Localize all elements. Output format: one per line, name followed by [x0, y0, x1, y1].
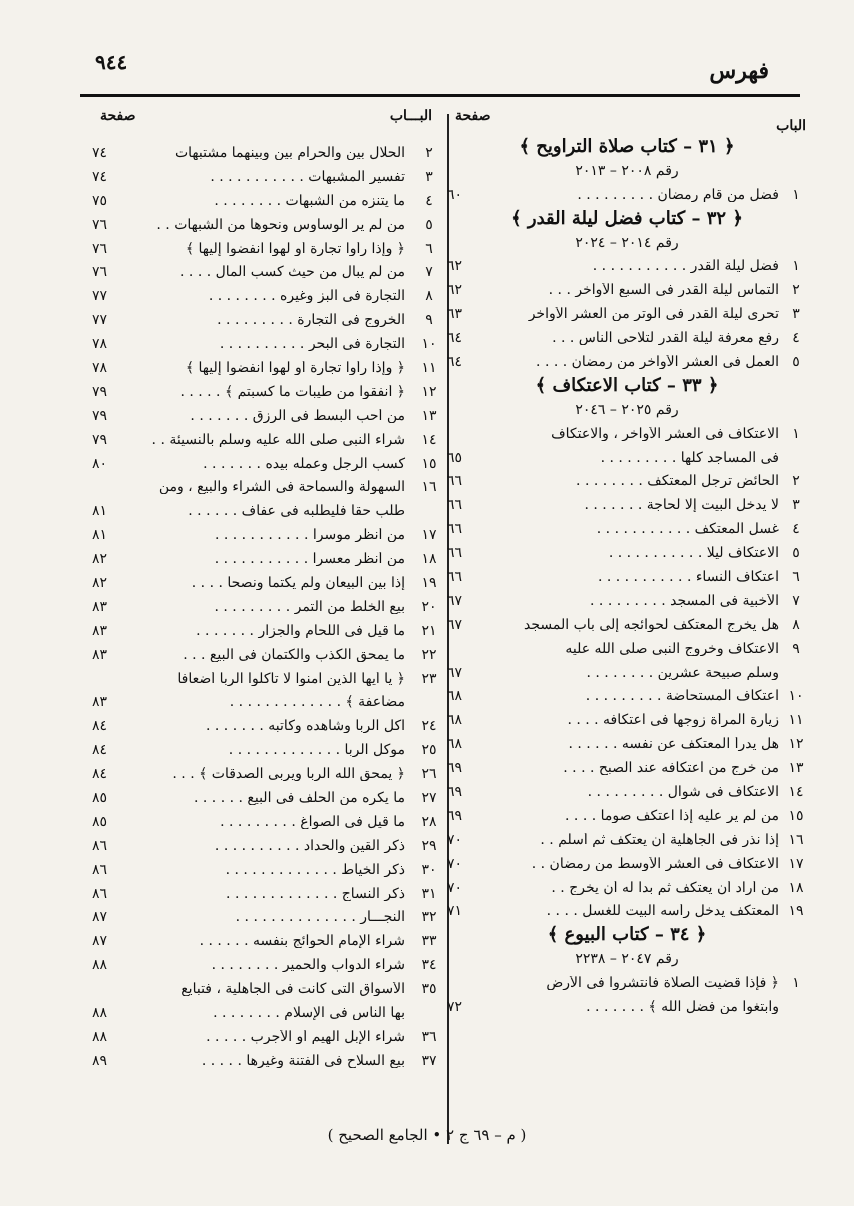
page-ref: ٨٨	[92, 1005, 108, 1021]
header-rule	[80, 94, 800, 97]
bab-number: ٢٥	[421, 742, 437, 759]
page-ref: ٦٢	[447, 258, 463, 275]
index-row	[447, 852, 807, 876]
bab-number: ٤	[425, 192, 433, 209]
page-ref: ٧٩	[92, 383, 108, 400]
index-row	[92, 547, 447, 571]
bab-number: ٩	[425, 312, 433, 329]
page-ref: ٦٣	[447, 306, 463, 323]
index-row	[447, 876, 807, 900]
index-row	[447, 995, 807, 1019]
bab-number: ١٢	[788, 736, 804, 753]
page-ref: ٦٨	[447, 736, 463, 753]
bab-title: الاعتكاف وخروج النبى صلى الله عليه	[565, 641, 779, 656]
bab-title: بها الناس فى الإسلام . . . . . . . .	[213, 1006, 405, 1020]
index-row	[92, 428, 447, 452]
bab-title: ﴿ وإذا رأوا تجارة أو لهواً انفضوا إليها ﴾	[185, 241, 405, 256]
bab-title: الحلال بين والحرام بين وبينهما مشتبهات	[174, 145, 405, 160]
bab-title: ذكر النساج . . . . . . . . . . . . .	[226, 886, 405, 901]
index-row	[92, 1001, 447, 1025]
index-row	[92, 643, 447, 667]
bab-title: من أراد أن يعتكف ثم بدا له أن يخرج . .	[551, 880, 779, 895]
page-ref: ٧١	[447, 903, 463, 920]
bab-title: العمل فى العشر الأواخر من رمضان . . . .	[536, 354, 779, 369]
bab-number: ٥	[425, 216, 433, 233]
bab-number: ٣٥	[421, 981, 437, 998]
index-row	[92, 452, 447, 476]
bab-number: ٧	[792, 592, 800, 609]
bab-number: ٣٠	[421, 861, 437, 878]
index-row	[447, 708, 807, 732]
page-ref: ٨٥	[92, 789, 108, 806]
bab-number: ٣	[425, 168, 433, 185]
index-row	[447, 732, 807, 756]
hadith-range-text: رقم ٢٠٠٨ – ٢٠١٣	[575, 162, 679, 179]
page-ref: ٨٠	[92, 455, 108, 472]
bab-title: الأخبية فى المسجد . . . . . . . . .	[590, 593, 779, 608]
left-page-header: صفحة	[100, 108, 136, 124]
bab-number: ٣٤	[421, 957, 437, 974]
page-ref: ٧٢	[447, 999, 463, 1015]
bab-title: بيع الخلط من التمر . . . . . . . . .	[214, 599, 405, 614]
bab-number: ١١	[788, 712, 804, 729]
bab-title: هل يخرج المعتكف لحوائجه إلى باب المسجد	[524, 617, 779, 632]
bab-title: النجـــار . . . . . . . . . . . . . .	[235, 910, 405, 925]
bab-number: ٣٢	[421, 909, 437, 926]
bab-title: الحائض ترجل المعتكف . . . . . . . .	[576, 474, 779, 489]
page-ref: ٧٠	[447, 879, 463, 896]
index-row	[447, 493, 807, 517]
index-row	[447, 637, 807, 661]
bab-number: ١	[792, 425, 800, 442]
bab-title: موكل الربا . . . . . . . . . . . . .	[228, 743, 405, 758]
bab-number: ١١	[421, 359, 437, 376]
page-ref: ٨٦	[92, 885, 108, 902]
index-row	[92, 906, 447, 930]
index-row	[92, 475, 447, 499]
page-ref: ٧٠	[447, 855, 463, 872]
bab-title: ما يتنزه من الشبهات . . . . . . . .	[214, 193, 405, 208]
page-ref: ٦٦	[447, 473, 463, 490]
bab-number: ١	[792, 186, 800, 203]
bab-number: ٨	[425, 288, 433, 305]
hadith-range-text: رقم ٢٠١٤ – ٢٠٢٤	[575, 234, 679, 251]
index-row	[447, 589, 807, 613]
index-row	[447, 469, 807, 493]
index-row	[92, 404, 447, 428]
bab-number: ١٩	[421, 574, 437, 591]
index-row	[92, 619, 447, 643]
bab-title: كسب الرجل وعمله بيده . . . . . . .	[203, 456, 405, 471]
page-number: ٩٤٤	[95, 50, 128, 74]
index-row	[92, 356, 447, 380]
page-title: فهرس	[709, 58, 769, 84]
bab-number: ٥	[792, 353, 800, 370]
bab-number: ٢٦	[421, 766, 437, 783]
bab-number: ١٥	[788, 807, 804, 824]
bab-number: ٣٧	[421, 1052, 437, 1069]
bab-number: ٢١	[421, 622, 437, 639]
bab-title: شراء الدواب والحمير . . . . . . . .	[211, 958, 405, 973]
page-ref: ٨٦	[92, 837, 108, 854]
bab-title: ﴿ يا أيها الذين آمنوا لا تأكلوا الربا أضعافاً	[177, 671, 405, 686]
bab-number: ٢	[425, 144, 433, 161]
page-ref: ٨٤	[92, 718, 108, 735]
right-index-column	[447, 135, 807, 1019]
page-ref: ٦٦	[447, 521, 463, 538]
kitab-title: ﴿ ٣٣ – كتاب الاعتكاف ﴾	[535, 374, 719, 396]
kitab-title: ﴿ ٣١ – كتاب صلاة التراويح ﴾	[519, 135, 735, 157]
page-ref: ٨١	[92, 503, 108, 520]
index-row	[92, 1025, 447, 1049]
index-row	[447, 804, 807, 828]
page-ref: ٨٤	[92, 742, 108, 759]
kitab-title: ﴿ ٣٢ – كتاب فضل ليلة القدر ﴾	[511, 207, 743, 229]
index-row	[447, 278, 807, 302]
bab-title: الاعتكاف فى شوال . . . . . . . . .	[587, 784, 779, 799]
bab-number: ١٦	[788, 831, 804, 848]
page-ref: ٦٧	[447, 616, 463, 633]
page-ref: ٦٢	[447, 282, 463, 299]
bab-title: ﴿ وإذا رأوا تجارة أو لهواً انفضوا إليها ﴾	[185, 360, 405, 375]
index-row	[447, 254, 807, 278]
index-row	[92, 260, 447, 284]
bab-number: ٨	[792, 616, 800, 633]
bab-title: طلب حقاً فليطلبه فى عفاف . . . . . .	[188, 504, 405, 519]
bab-title: شراء الإبل الهيم أو الأجرب . . . . .	[206, 1029, 405, 1044]
bab-title: ما يكره من الحلف فى البيع . . . . . .	[194, 790, 405, 805]
page-ref: ٨٣	[92, 622, 108, 639]
page-footer: ( م – ٦٩ ج ٢ • الجامع الصحيح )	[327, 1126, 527, 1144]
index-row	[92, 667, 447, 691]
bab-title: الاعتكاف ليلا . . . . . . . . . . .	[608, 546, 779, 561]
page-ref: ٧٨	[92, 336, 108, 353]
bab-number: ١	[792, 258, 800, 275]
bab-title: آكل الربا وشاهده وكاتبه . . . . . . .	[206, 719, 405, 734]
bab-title: فى المساجد كلها . . . . . . . . .	[600, 450, 779, 465]
page-ref: ٧٤	[92, 144, 108, 161]
index-row	[447, 541, 807, 565]
page-ref: ٧٦	[92, 264, 108, 281]
index-row	[92, 165, 447, 189]
bab-number: ٩	[792, 640, 800, 657]
bab-number: ٢٤	[421, 718, 437, 735]
index-row	[92, 834, 447, 858]
page-ref: ٨٣	[92, 694, 108, 711]
page-ref: ٧٧	[92, 312, 108, 329]
bab-title: تفسير المشبهات . . . . . . . . . . .	[210, 169, 405, 184]
index-row	[92, 858, 447, 882]
bab-title: لا يدخل البيت إلا لحاجة . . . . . . .	[584, 498, 779, 513]
index-row	[92, 571, 447, 595]
index-row	[92, 523, 447, 547]
bab-title: الاعتكاف فى العشر الأوسط من رمضان . .	[531, 856, 779, 871]
index-row	[92, 237, 447, 261]
bab-number: ١	[792, 975, 800, 992]
bab-number: ٢	[792, 473, 800, 490]
bab-title: تحرى ليلة القدر فى الوتر من العشر الأواخر	[528, 307, 779, 322]
page-ref: ٧٧	[92, 288, 108, 305]
index-row	[447, 684, 807, 708]
bab-number: ٣١	[421, 885, 437, 902]
bab-title: من لم ير عليه إذا اعتكف صوماً . . . .	[565, 808, 779, 823]
bab-title: من أنظر موسراً . . . . . . . . . . .	[214, 528, 405, 543]
index-row	[447, 517, 807, 541]
bab-title: من خرج من اعتكافه عند الصبح . . . .	[563, 761, 779, 776]
page-ref: ٦٧	[447, 592, 463, 609]
right-bab-header: الباب	[776, 118, 806, 134]
bab-title: فضل من قام رمضان . . . . . . . . .	[577, 187, 779, 202]
index-row	[447, 422, 807, 446]
bab-title: من لم ير الوساوس ونحوها من الشبهات . .	[156, 217, 405, 232]
page-ref: ٧٨	[92, 359, 108, 376]
bab-title: ذكر القين والحداد . . . . . . . . . .	[214, 838, 405, 853]
index-row	[92, 332, 447, 356]
bab-number: ١٥	[421, 455, 437, 472]
bab-number: ١٧	[788, 855, 804, 872]
index-row	[447, 828, 807, 852]
page-ref: ٨٣	[92, 646, 108, 663]
bab-title: من أنظر معسراً . . . . . . . . . . .	[214, 552, 405, 567]
index-row	[92, 189, 447, 213]
bab-title: شراء الإمام الحوائج بنفسه . . . . . .	[199, 934, 405, 949]
bab-title: مضاعفة ﴾ . . . . . . . . . . . . .	[229, 695, 405, 710]
bab-title: وابتغوا من فضل الله ﴾ . . . . . . .	[586, 1000, 779, 1014]
hadith-range	[447, 947, 807, 971]
index-row	[92, 762, 447, 786]
index-row	[447, 565, 807, 589]
page-ref: ٨٢	[92, 574, 108, 591]
bab-title: ﴿ يمحق الله الربا ويربى الصدقات ﴾ . . .	[172, 767, 405, 782]
bab-title: من لم يبال من حيث كسب المال . . . .	[180, 265, 405, 280]
bab-number: ٣	[792, 306, 800, 323]
page-ref: ٨٨	[92, 1028, 108, 1045]
hadith-range	[447, 159, 807, 183]
index-row	[447, 661, 807, 685]
page-ref: ٨٦	[92, 861, 108, 878]
bab-title: المعتكف يدخل رأسه البيت للغسل . . . .	[546, 904, 779, 919]
bab-title: إذا نذر فى الجاهلية أن يعتكف ثم أسلم . .	[540, 832, 779, 847]
index-row	[92, 929, 447, 953]
bab-title: الأسواق التى كانت فى الجاهلية ، فتبايع	[181, 982, 405, 997]
page-ref: ٨٧	[92, 933, 108, 950]
page-ref: ٦٦	[447, 568, 463, 585]
index-row	[92, 690, 447, 714]
left-bab-header: البـــاب	[389, 108, 432, 124]
bab-number: ١٠	[788, 688, 804, 705]
right-page-header: صفحة	[455, 108, 491, 124]
bab-number: ١٨	[421, 551, 437, 568]
bab-number: ٣٣	[421, 933, 437, 950]
index-row	[92, 738, 447, 762]
kitab-heading	[447, 923, 807, 947]
bab-title: فضل ليلة القدر . . . . . . . . . . .	[592, 259, 779, 274]
page-ref: ٨٥	[92, 813, 108, 830]
page-ref: ٦٦	[447, 497, 463, 514]
index-row	[92, 977, 447, 1001]
bab-title: اعتكاف النساء . . . . . . . . . . .	[597, 569, 779, 584]
hadith-range-text: رقم ٢٠٢٥ – ٢٠٤٦	[575, 401, 679, 418]
index-row	[447, 900, 807, 924]
bab-title: رفع معرفة ليلة القدر لتلاحى الناس . . .	[552, 331, 779, 346]
bab-number: ١٤	[788, 783, 804, 800]
page-ref: ٦٩	[447, 807, 463, 824]
page-ref: ٧٩	[92, 431, 108, 448]
bab-number: ٢٧	[421, 789, 437, 806]
index-row	[92, 1049, 447, 1073]
bab-title: شراء النبى صلى الله عليه وسلم بالنسيئة . .	[151, 432, 405, 447]
page-ref: ٧٠	[447, 831, 463, 848]
index-row	[92, 810, 447, 834]
page-ref: ٦٠	[447, 186, 463, 203]
page-ref: ٦٩	[447, 760, 463, 777]
page-ref: ٦٩	[447, 783, 463, 800]
page-ref: ٦٤	[447, 353, 463, 370]
bab-title: من أحب البسط فى الرزق . . . . . . .	[190, 408, 405, 423]
page-ref: ٨٢	[92, 551, 108, 568]
page-ref: ٦٦	[447, 545, 463, 562]
index-row	[92, 953, 447, 977]
bab-title: هل يدرأ المعتكف عن نفسه . . . . . .	[568, 737, 779, 752]
bab-title: ﴿ أنفقوا من طيبات ما كسبتم ﴾ . . . . .	[180, 384, 405, 399]
bab-number: ١٤	[421, 431, 437, 448]
hadith-range	[447, 398, 807, 422]
bab-title: السهولة والسماحة فى الشراء والبيع ، ومن	[158, 480, 405, 495]
index-row	[447, 446, 807, 470]
page-ref: ٨٧	[92, 909, 108, 926]
page-ref: ٨٤	[92, 766, 108, 783]
index-row	[92, 714, 447, 738]
bab-title: الاعتكاف فى العشر الأواخر ، والاعتكاف	[551, 426, 779, 441]
bab-title: ما يمحق الكذب والكتمان فى البيع . . .	[183, 647, 405, 662]
bab-number: ١٨	[788, 879, 804, 896]
bab-number: ٢٨	[421, 813, 437, 830]
bab-title: ذكر الخياط . . . . . . . . . . . . .	[225, 862, 405, 877]
bab-number: ٢	[792, 282, 800, 299]
bab-title: التجارة فى البز وغيره . . . . . . . .	[208, 289, 405, 304]
bab-number: ١٣	[421, 407, 437, 424]
index-row	[92, 499, 447, 523]
page-ref: ٧٩	[92, 407, 108, 424]
page-ref: ٦٨	[447, 712, 463, 729]
bab-number: ٤	[792, 521, 800, 538]
hadith-range-text: رقم ٢٠٤٧ – ٢٢٣٨	[575, 951, 679, 968]
bab-number: ٢٣	[421, 670, 437, 687]
bab-number: ٣٦	[421, 1028, 437, 1045]
index-row	[92, 380, 447, 404]
bab-number: ١٦	[421, 479, 437, 496]
bab-number: ١٢	[421, 383, 437, 400]
bab-title: زيارة المرأة زوجها فى اعتكافه . . . .	[567, 713, 779, 728]
index-row	[447, 350, 807, 374]
page-ref: ٨٩	[92, 1052, 108, 1069]
bab-title: الخروج فى التجارة . . . . . . . . .	[217, 313, 405, 328]
page-ref: ٨٨	[92, 957, 108, 974]
page-ref: ٧٦	[92, 240, 108, 257]
bab-title: ﴿ فإذا قضيت الصلاة فانتشروا فى الأرض	[546, 976, 779, 991]
index-row	[92, 284, 447, 308]
index-row	[92, 595, 447, 619]
page-ref: ٧٤	[92, 168, 108, 185]
bab-title: ما قيل فى اللحام والجزار . . . . . . .	[196, 623, 405, 638]
kitab-heading	[447, 374, 807, 398]
left-index-column	[92, 141, 447, 1073]
bab-number: ٦	[425, 240, 433, 257]
kitab-title: ﴿ ٣٤ – كتاب البيوع ﴾	[547, 924, 707, 946]
page-ref: ٦٨	[447, 688, 463, 705]
index-row	[92, 141, 447, 165]
bab-title: إذا بين البيعان ولم يكتما ونصحا . . . .	[191, 575, 405, 590]
bab-title: التجارة فى البحر . . . . . . . . . .	[219, 337, 405, 352]
kitab-heading	[447, 135, 807, 159]
page-ref: ٦٤	[447, 330, 463, 347]
page-ref: ٨١	[92, 527, 108, 544]
bab-number: ٢٩	[421, 837, 437, 854]
bab-number: ٦	[792, 568, 800, 585]
page-ref: ٨٣	[92, 598, 108, 615]
index-row	[447, 613, 807, 637]
page-ref: ٦٧	[447, 664, 463, 681]
bab-number: ١٣	[788, 760, 804, 777]
index-row	[92, 213, 447, 237]
kitab-heading	[447, 207, 807, 231]
bab-number: ١٠	[421, 336, 437, 353]
bab-number: ٧	[425, 264, 433, 281]
bab-title: التماس ليلة القدر فى السبع الأواخر . . .	[548, 283, 779, 298]
bab-number: ٥	[792, 545, 800, 562]
bab-number: ١٧	[421, 527, 437, 544]
bab-title: وسلم صبيحة عشرين . . . . . . . .	[586, 665, 779, 680]
index-row	[92, 786, 447, 810]
index-row	[447, 780, 807, 804]
bab-number: ٢٢	[421, 646, 437, 663]
bab-number: ٢٠	[421, 598, 437, 615]
bab-number: ٣	[792, 497, 800, 514]
index-row	[447, 183, 807, 207]
bab-title: اعتكاف المستحاضة . . . . . . . . .	[585, 689, 779, 704]
index-row	[447, 971, 807, 995]
index-row	[92, 882, 447, 906]
page-ref: ٧٦	[92, 216, 108, 233]
hadith-range	[447, 231, 807, 255]
bab-title: بيع السلاح فى الفتنة وغيرها . . . . .	[201, 1053, 405, 1068]
index-row	[92, 308, 447, 332]
bab-title: غسل المعتكف . . . . . . . . . . .	[596, 522, 779, 537]
index-row	[447, 302, 807, 326]
page-ref: ٦٥	[447, 449, 463, 466]
bab-number: ٤	[792, 330, 800, 347]
index-row	[447, 326, 807, 350]
index-row	[447, 756, 807, 780]
bab-title: ما قيل فى الصواغ . . . . . . . . .	[220, 814, 405, 829]
page-ref: ٧٥	[92, 192, 108, 209]
bab-number: ١٩	[788, 903, 804, 920]
